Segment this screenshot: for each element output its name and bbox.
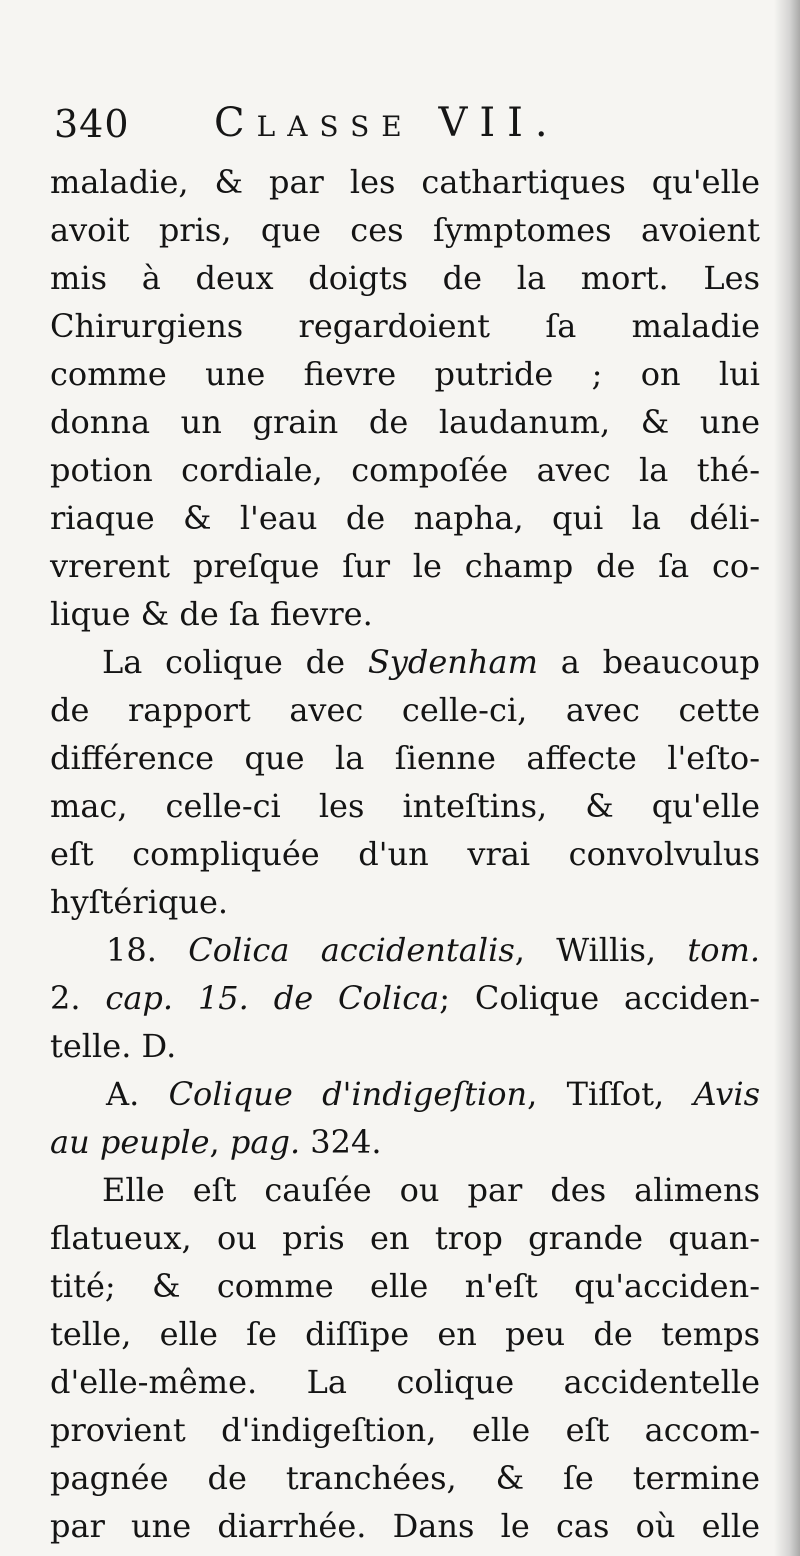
page-header [54,100,754,160]
italic-ref: Avis [693,1075,761,1113]
text-line: eſt compliquée d'un vrai convolvulus [50,835,760,873]
page-number: 340 [54,102,130,146]
text-line: provient d'indigeſtion, elle eſt accom- [50,1411,760,1449]
text-run: , Tiſſot, [527,1075,694,1113]
text-line: avoit pris, que ces ſymptomes avoient [50,211,760,249]
variety-heading-line [106,1070,760,1118]
text-line: vrerent preſque ſur le champ de ſa co- [50,547,760,585]
text-run: 2. [50,979,106,1017]
variety-heading-line [50,1118,760,1166]
text-run: La colique de [102,643,368,681]
text-run: 324. [300,1123,382,1161]
running-head: Classe VII. [214,100,560,146]
text-run: A. [106,1075,169,1113]
text-line: telle. D. [50,1027,177,1065]
text-line: de rapport avec celle-ci, avec cette [50,691,760,729]
italic-name: Sydenham [367,643,538,681]
italic-ref: cap. 15. de Colica [105,979,440,1017]
text-line: hyſtérique. [50,883,229,921]
text-line: tité; & comme elle n'eſt qu'acciden- [50,1267,760,1305]
text-line: mac, celle-ci les inteſtins, & qu'elle [50,787,760,825]
text-line: comme une fievre putride ; on lui [50,355,760,393]
italic-ref: au peuple [50,1123,210,1161]
text-run: a beaucoup [537,643,761,681]
italic-term: Colica accidentalis [188,931,515,969]
text-run: 18. [106,931,189,969]
text-line: pagnée de tranchées, & ſe termine [50,1459,760,1497]
text-run: , [209,1123,230,1161]
text-line: riaque & l'eau de napha, qui la déli- [50,499,760,537]
page-edge-shadow [774,0,800,1556]
text-line: par une diarrhée. Dans le cas où elle [50,1507,760,1545]
text-line: d'elle-même. La colique accidentelle [50,1363,760,1401]
paragraph-start-line [102,638,760,686]
text-line: telle, elle ſe diſſipe en peu de temps [50,1315,760,1353]
text-line: donna un grain de laudanum, & une [50,403,760,441]
species-heading-line [106,926,760,974]
text-line: flatueux, ou pris en trop grande quan- [50,1219,760,1257]
species-heading-line [50,974,760,1022]
text-line: lique & de ſa fievre. [50,595,373,633]
italic-term: Colique d'indigeſtion [168,1075,528,1113]
italic-ref: tom. [687,931,761,969]
italic-ref: pag. [229,1123,301,1161]
text-line: maladie, & par les cathartiques qu'elle [50,163,760,201]
paragraph-start-line: Elle eſt cauſée ou par des alimens [102,1171,760,1209]
text-run: , Willis, [514,931,688,969]
text-line: potion cordiale, compoſée avec la thé- [50,451,760,489]
text-line: différence que la ſienne affecte l'eſto- [50,739,760,777]
text-run: ; Colique acciden- [439,979,760,1017]
text-line: Chirurgiens regardoient ſa maladie [50,307,760,345]
text-line: mis à deux doigts de la mort. Les [50,259,760,297]
